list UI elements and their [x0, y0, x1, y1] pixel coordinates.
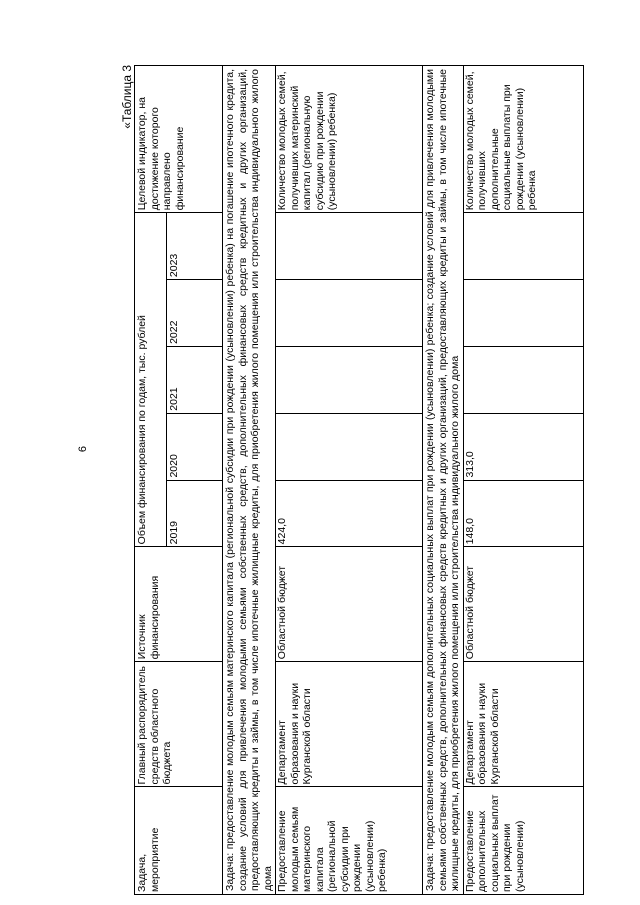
- table-row: [463, 66, 583, 895]
- header-manager: Главный распорядитель средств областного бюджета: [135, 662, 223, 787]
- table-caption: «Таблица 3: [120, 65, 134, 129]
- header-source: Источник финансирования: [135, 547, 223, 662]
- task-row: [423, 66, 464, 895]
- value-cell: [276, 213, 423, 280]
- source-cell: Областной бюджет: [276, 547, 423, 662]
- value-cell: [463, 280, 583, 347]
- financing-table: [134, 65, 584, 895]
- table-row: [276, 66, 423, 895]
- header-year: 2020: [167, 413, 223, 480]
- value-cell: 148,0: [463, 480, 583, 547]
- indicator-cell: Количество молодых семей, получивших материнский капитал (региональную субсидию при рождении (усыновлении) ребенка): [276, 66, 423, 213]
- task-row: [223, 66, 276, 895]
- measure-cell: Предоставление молодым семьям материнского капитала (региональной субсидии при рождении (усыновлении) ребенка): [276, 787, 423, 895]
- rotated-page-content: [120, 65, 640, 895]
- header-row-1: [135, 66, 167, 895]
- value-cell: [276, 413, 423, 480]
- indicator-cell: Количество молодых семей, получивших дополнительные социальные выплаты при рождении (усыновлении) ребенка: [463, 66, 583, 213]
- header-indicator: Целевой индикатор, на достижение которого направлено финансирование: [135, 66, 223, 213]
- manager-cell: Департамент образования и науки Курганской области: [276, 662, 423, 787]
- task-text: Задача: предоставление молодым семьям материнского капитала (региональной субсидии при рождении (усыновлении) ребенка) на погашение ипотечного кредита, создание условий для привлечения молодыми семьями собственных средств, дополнительных финансовых средств кредитных и других организаций, предоставляющих кредиты и займы, в том числе ипотечные жилищные кредиты, для приобретения жилого помещения или строительства индивидуального жилого дома: [223, 66, 276, 895]
- measure-cell: Предоставление дополнительных социальных выплат при рождении (усыновлении): [463, 787, 583, 895]
- header-task: Задача, мероприятие: [135, 787, 223, 895]
- header-year: 2021: [167, 346, 223, 413]
- value-cell: [463, 346, 583, 413]
- value-cell: [276, 280, 423, 347]
- source-cell: Областной бюджет: [463, 547, 583, 662]
- header-year: 2022: [167, 280, 223, 347]
- value-cell: [463, 213, 583, 280]
- page-number: 6: [77, 445, 90, 453]
- task-text: Задача: предоставление молодым семьям дополнительных социальных выплат при рождении (усыновлении) ребенка; создание условий для привлечения молодыми семьями собственных средств, дополнительных финансовых средств кредитных и других организаций, предоставляющих кредиты и займы, в том числе ипотечные жилищные кредиты, для приобретения жилого помещения или строительства индивидуального жилого дома: [423, 66, 464, 895]
- header-year: 2019: [167, 480, 223, 547]
- manager-cell: Департамент образования и науки Курганской области: [463, 662, 583, 787]
- header-volume: Объем финансирования по годам, тыс. рублей: [135, 213, 167, 547]
- value-cell: [276, 346, 423, 413]
- value-cell: 313,0: [463, 413, 583, 480]
- value-cell: 424,0: [276, 480, 423, 547]
- header-year: 2023: [167, 213, 223, 280]
